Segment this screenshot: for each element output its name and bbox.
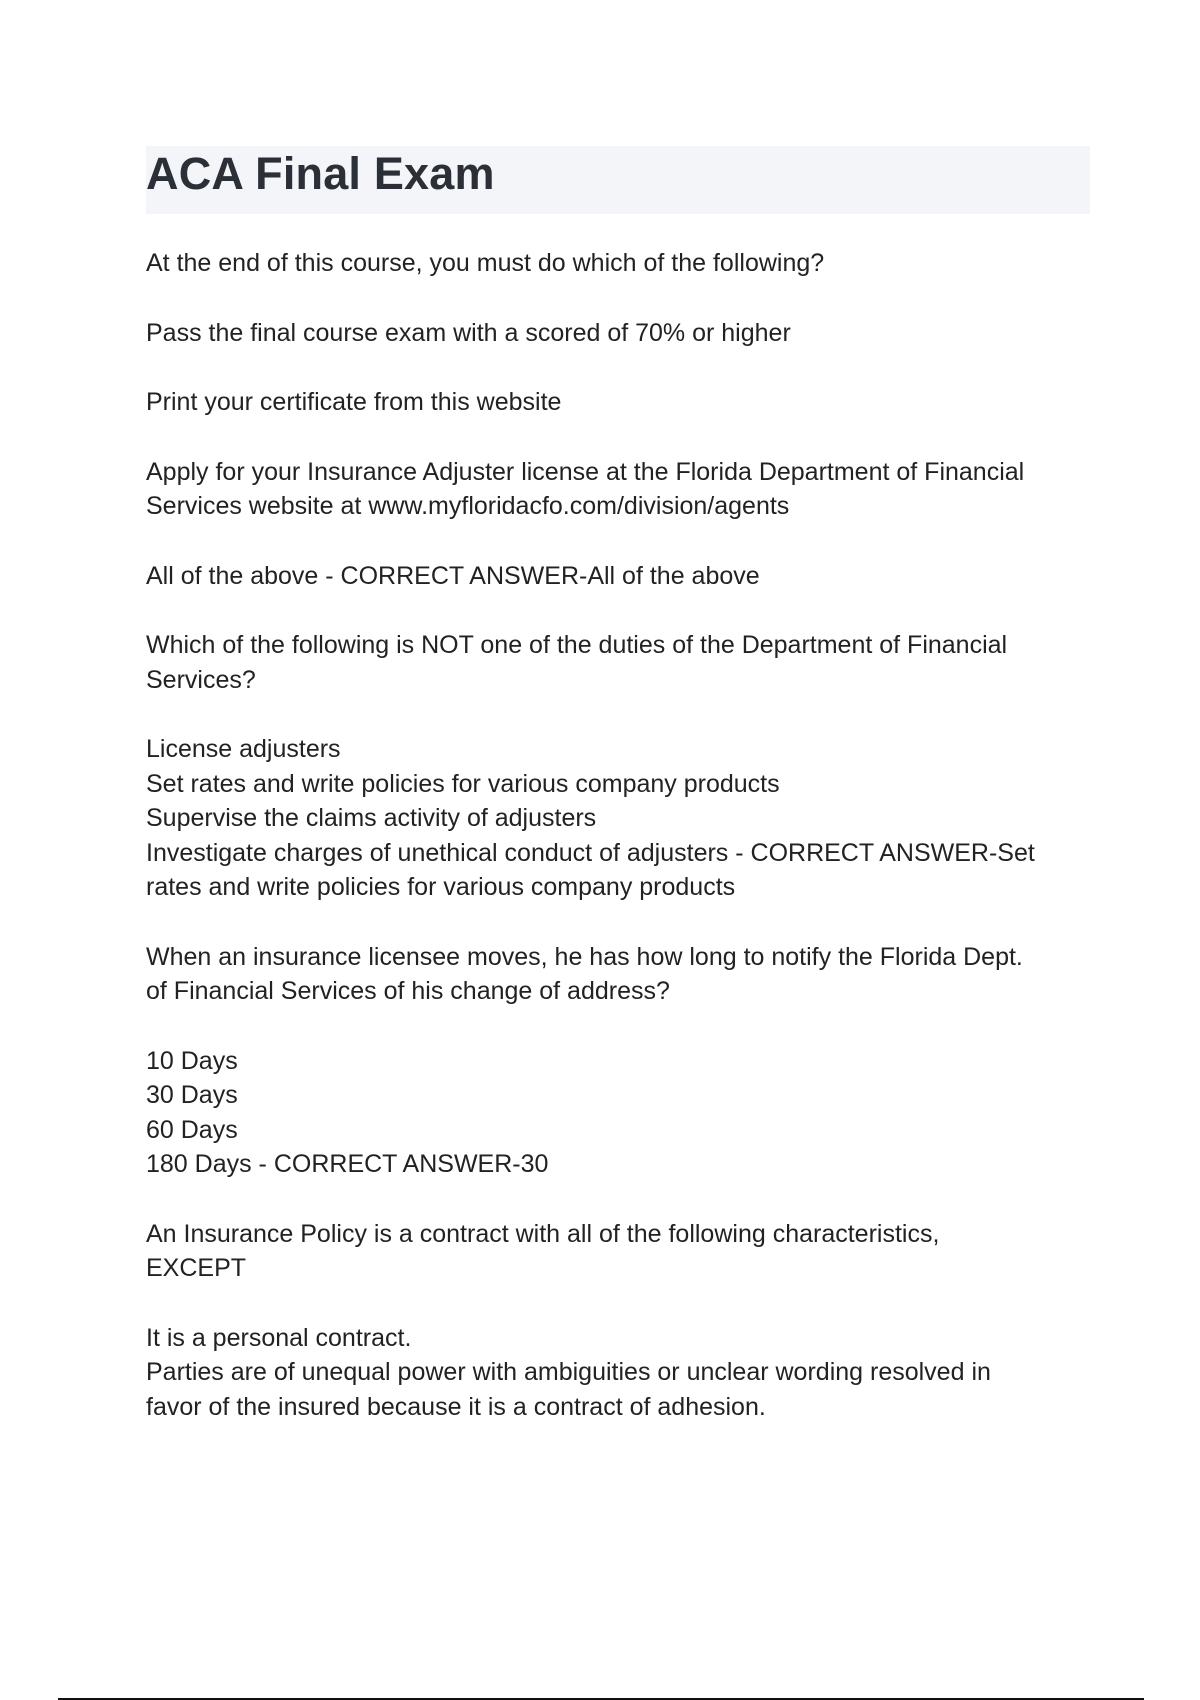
paragraph-option [146, 455, 1086, 524]
text-line: Services website at www.myfloridacfo.com/division/agents [146, 492, 790, 520]
text-line: EXCEPT [146, 1254, 247, 1282]
paragraph-question-4 [146, 1217, 1086, 1286]
text-line: 60 Days [146, 1115, 238, 1144]
text-line: Investigate charges of unethical conduct of adjusters - CORRECT ANSWER-Set [146, 838, 1035, 867]
text-line: Apply for your Insurance Adjuster license at the Florida Department of Financial [146, 457, 1025, 486]
paragraph-question-2 [146, 628, 1086, 697]
text-line: All of the above - CORRECT ANSWER-All of the above [146, 561, 760, 590]
text-line: 180 Days - CORRECT ANSWER-30 [146, 1150, 549, 1178]
text-line: Pass the final course exam with a scored of 70% or higher [146, 318, 791, 347]
paragraph-options [146, 1321, 1086, 1425]
text-line: Which of the following is NOT one of the duties of the Department of Financial [146, 631, 1008, 659]
document-body [146, 246, 1086, 1459]
paragraph-options-answer [146, 732, 1086, 905]
text-line: An Insurance Policy is a contract with all of the following characteristics, [146, 1219, 940, 1248]
paragraph-question-3 [146, 940, 1086, 1009]
page-title: ACA Final Exam [146, 148, 495, 199]
text-line: 30 Days [146, 1081, 238, 1109]
text-line: When an insurance licensee moves, he has how long to notify the Florida Dept. [146, 942, 1023, 971]
text-line: of Financial Services of his change of address? [146, 977, 670, 1005]
paragraph-option [146, 385, 1086, 420]
text-line: rates and write policies for various company products [146, 873, 736, 901]
text-line: License adjusters [146, 735, 341, 763]
paragraph-options-answer [146, 1044, 1086, 1182]
text-line: Supervise the claims activity of adjusters [146, 804, 597, 832]
paragraph-answer [146, 559, 1086, 594]
text-line: At the end of this course, you must do which of the following? [146, 249, 825, 277]
text-line: It is a personal contract. [146, 1323, 412, 1352]
text-line: Parties are of unequal power with ambiguities or unclear wording resolved in [146, 1358, 991, 1386]
text-line: Print your certificate from this website [146, 388, 562, 416]
paragraph-option [146, 316, 1086, 351]
paragraph-question-1 [146, 246, 1086, 281]
text-line: favor of the insured because it is a contract of adhesion. [146, 1392, 766, 1421]
text-line: 10 Days [146, 1046, 238, 1075]
text-line: Services? [146, 665, 256, 694]
text-line: Set rates and write policies for various company products [146, 769, 780, 798]
